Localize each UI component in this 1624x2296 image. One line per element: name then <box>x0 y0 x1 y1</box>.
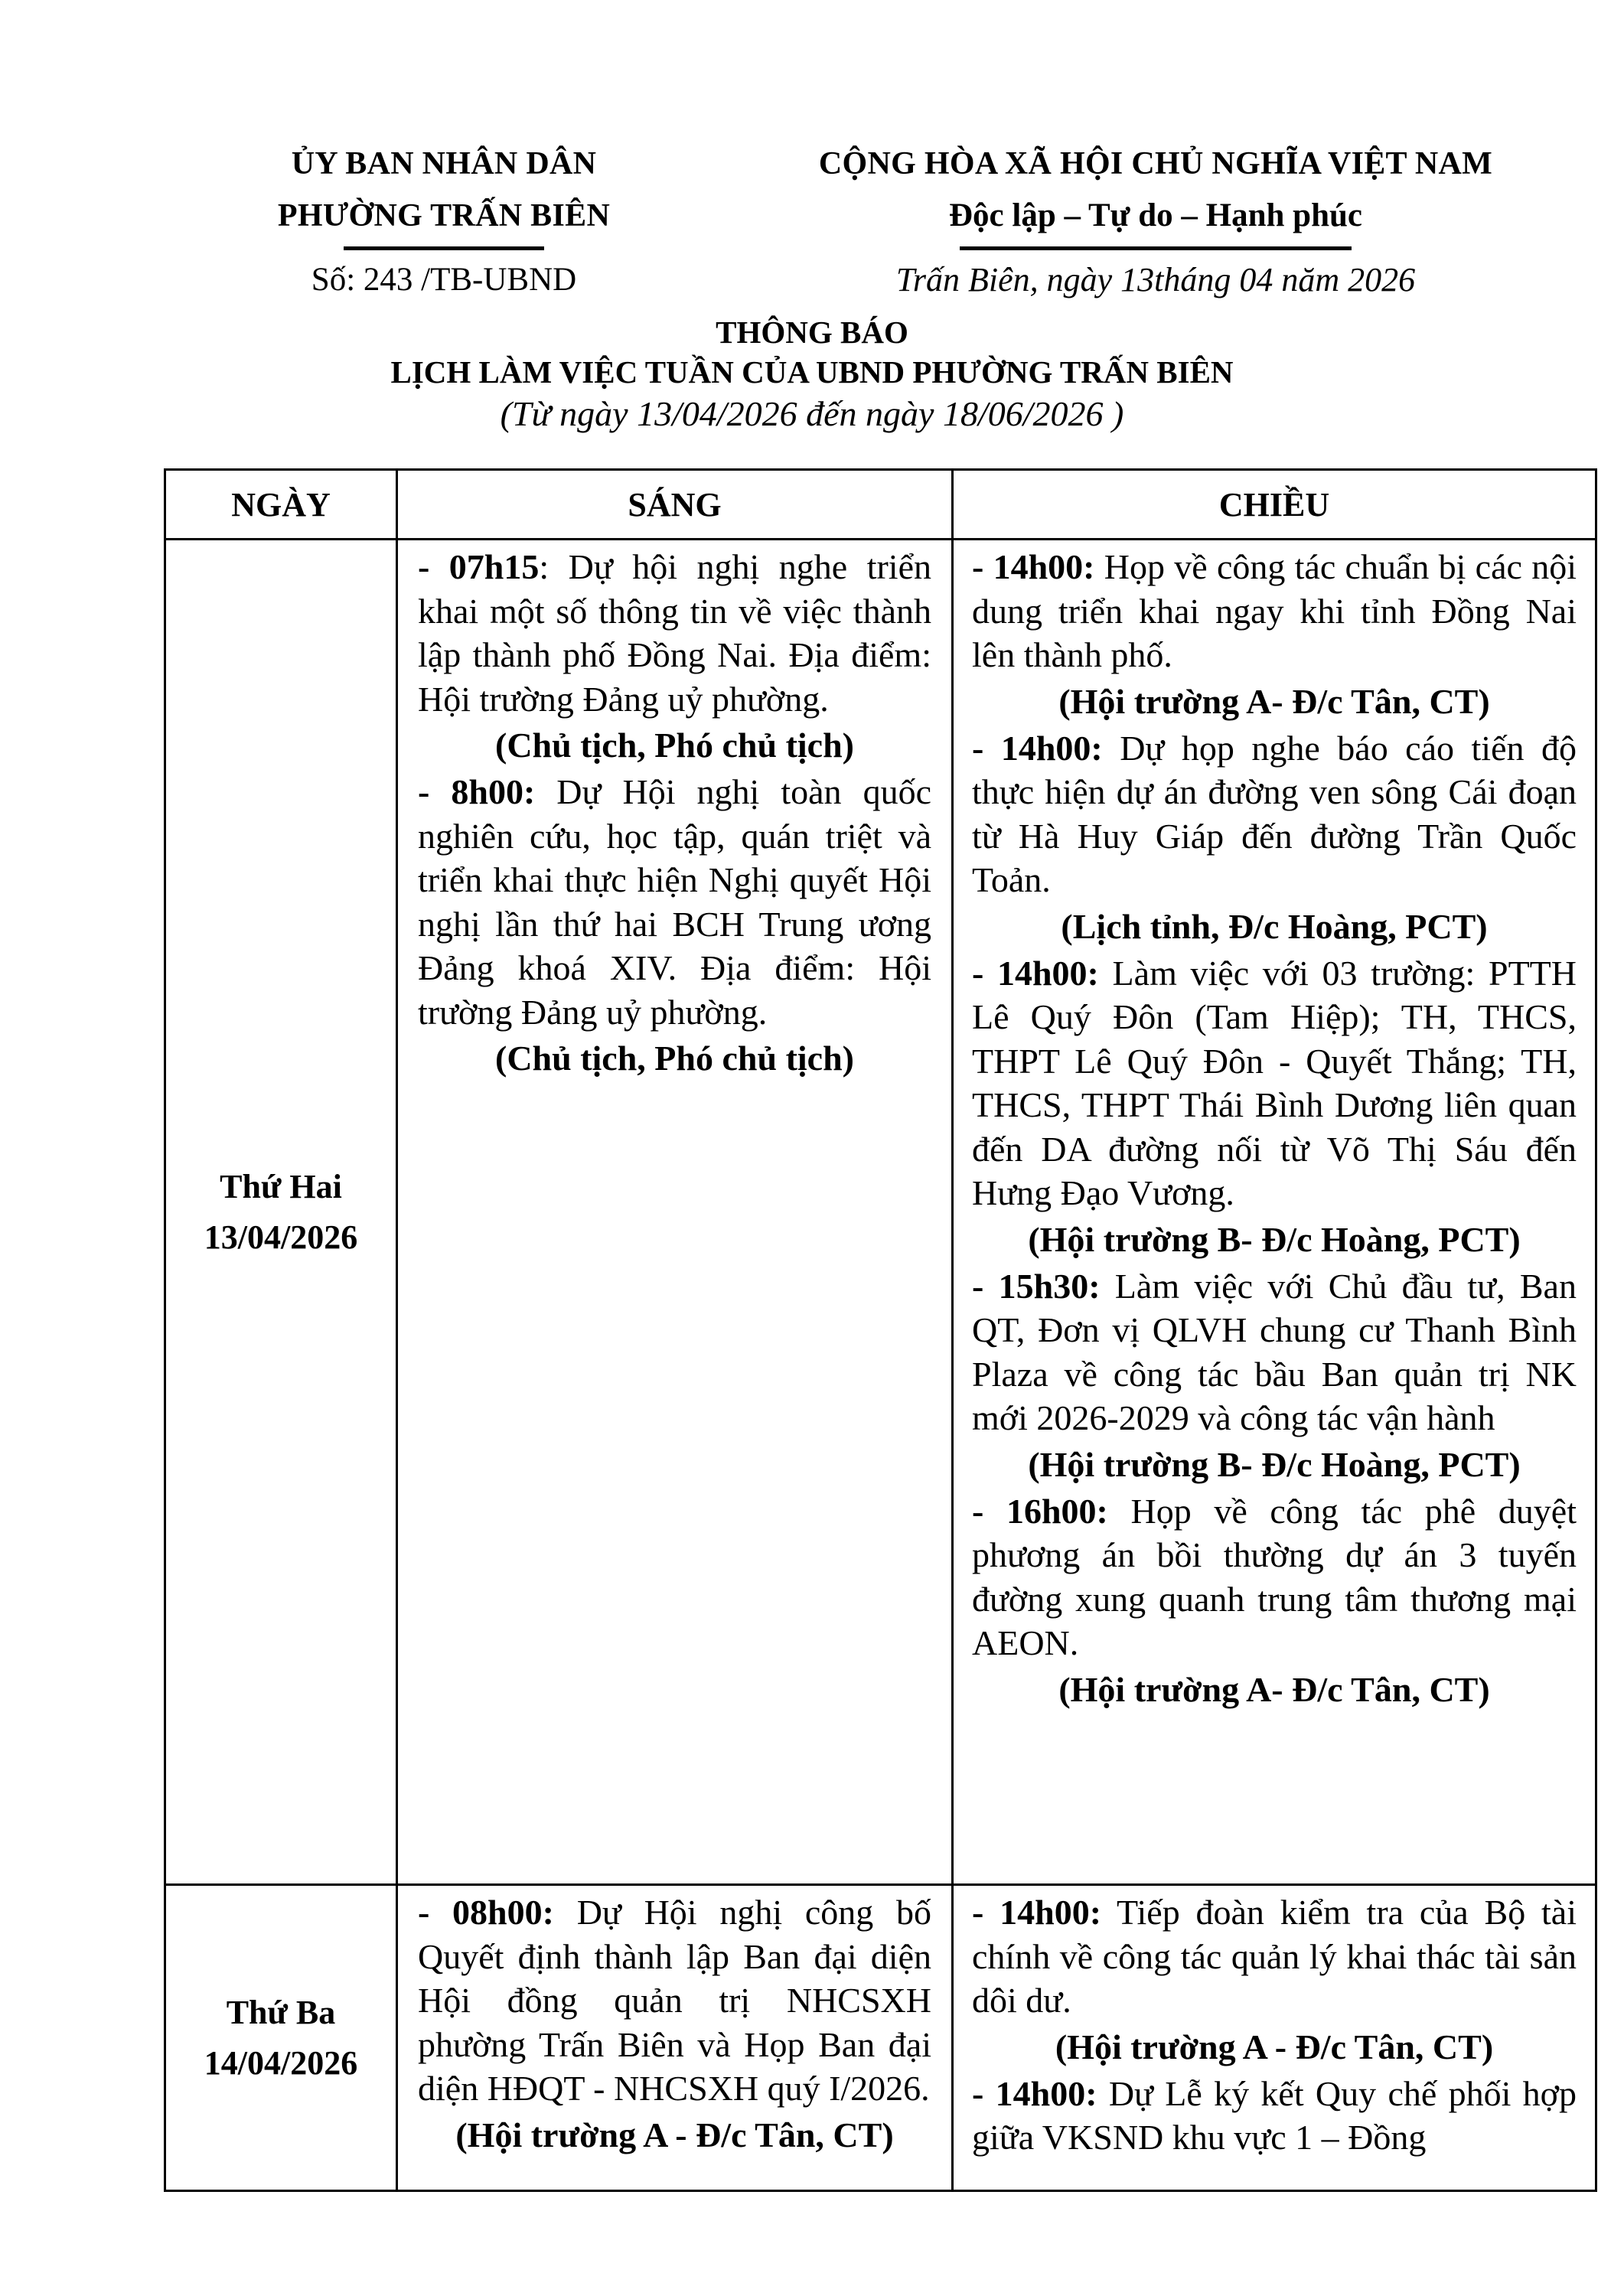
day-date: 14/04/2026 <box>204 2043 358 2082</box>
column-header-day: NGÀY <box>165 470 397 540</box>
table-row <box>165 540 1596 1885</box>
document-title: LỊCH LÀM VIỆC TUẦN CỦA UBND PHƯỜNG TRẤN BIÊN <box>390 354 1234 390</box>
item-time: - 16h00: <box>972 1491 1108 1531</box>
national-motto-block <box>735 138 1577 304</box>
item-description: Họp về công tác phê duyệt phương án bồi thường dự án 3 tuyến đường xung quanh trung tâm thương mại AEON. <box>972 1491 1577 1662</box>
item-description: Làm việc với 03 trường: PTTH Lê Quý Đôn (Tam Hiệp); TH, THCS, THPT Lê Quý Đôn - Quyết Thắng; TH, THCS, THPT Thái Bình Dương liên quan đến DA đường nối từ Võ Thị Sáu đến Hưng Đạo Vương. <box>972 953 1577 1212</box>
authority-underline <box>344 246 544 250</box>
motto-underline <box>960 246 1352 250</box>
day-date: 13/04/2026 <box>204 1218 358 1256</box>
item-description: Dự Hội nghị công bố Quyết định thành lập Ban đại diện Hội đồng quản trị NHCSXH phường Trấn Biên và Họp Ban đại diện HĐQT - NHCSXH quý I/2026. <box>418 1893 931 2108</box>
item-time: - 14h00: <box>972 1893 1102 1932</box>
authority-line-1: ỦY BAN NHÂN DÂN <box>291 146 597 181</box>
item-responsible: (Hội trường A - Đ/c Tân, CT) <box>1055 2027 1494 2066</box>
schedule-item <box>418 1890 931 2111</box>
item-responsible: (Hội trường A - Đ/c Tân, CT) <box>455 2115 894 2154</box>
item-time: - 14h00: <box>972 728 1103 768</box>
weekday: Thứ Ba <box>226 1993 336 2031</box>
item-responsible: (Hội trường B- Đ/c Hoàng, PCT) <box>1028 1444 1521 1484</box>
item-responsible: (Hội trường A- Đ/c Tân, CT) <box>1058 681 1490 721</box>
item-time: - 14h00: <box>972 953 1099 993</box>
column-header-afternoon: CHIỀU <box>953 470 1596 540</box>
afternoon-cell <box>953 540 1596 1885</box>
table-header-row <box>165 470 1596 540</box>
item-responsible: (Hội trường B- Đ/c Hoàng, PCT) <box>1028 1219 1521 1259</box>
weekly-schedule-table <box>164 468 1597 2192</box>
day-cell <box>165 1885 397 2191</box>
authority-line-2: PHƯỜNG TRẤN BIÊN <box>277 198 611 233</box>
item-responsible: (Hội trường A- Đ/c Tân, CT) <box>1058 1669 1490 1709</box>
item-description: Làm việc với Chủ đầu tư, Ban QT, Đơn vị QLVH chung cư Thanh Bình Plaza về công tác bầu Ban quản trị NK mới 2026-2029 và công tác vận hành <box>972 1266 1577 1437</box>
item-time: - 08h00: <box>418 1893 554 1932</box>
morning-cell <box>397 540 953 1885</box>
place-date-line: Trấn Biên, ngày 13tháng 04 năm 2026 <box>895 261 1416 298</box>
column-header-morning: SÁNG <box>397 470 953 540</box>
item-description: Dự Hội nghị toàn quốc nghiên cứu, học tập, quán triệt và triển khai thực hiện Nghị quyết Hội nghị lần thứ hai BCH Trung ương Đảng khoá XIV. Địa điểm: Hội trường Đảng uỷ phường. <box>418 772 931 1032</box>
national-motto: Độc lập – Tự do – Hạnh phúc <box>949 197 1362 233</box>
schedule-item <box>418 545 931 721</box>
item-description: Họp về công tác chuẩn bị các nội dung triển khai ngay khi tỉnh Đồng Nai lên thành phố. <box>972 547 1577 674</box>
schedule-item <box>418 770 931 1034</box>
document-title-block <box>0 312 1624 436</box>
document-type: THÔNG BÁO <box>716 315 908 350</box>
schedule-item <box>972 545 1577 677</box>
item-time: - 07h15 <box>418 547 540 586</box>
schedule-item <box>972 1890 1577 2023</box>
date-range: (Từ ngày 13/04/2026 đến ngày 18/06/2026 ) <box>500 394 1124 433</box>
item-time: - 15h30: <box>972 1266 1101 1306</box>
item-time: - 14h00: <box>972 2073 1097 2113</box>
schedule-item <box>972 2072 1577 2160</box>
item-responsible: (Chủ tịch, Phó chủ tịch) <box>495 726 854 765</box>
item-responsible: (Lịch tỉnh, Đ/c Hoàng, PCT) <box>1061 906 1488 946</box>
schedule-item <box>972 726 1577 902</box>
item-time: - 14h00: <box>972 547 1095 586</box>
afternoon-cell <box>953 1885 1596 2191</box>
table-row <box>165 1885 1596 2191</box>
document-number: Số: 243 /TB-UBND <box>311 262 577 298</box>
afternoon-content-clip <box>972 1890 1577 2181</box>
morning-cell <box>397 1885 953 2191</box>
item-time: - 8h00: <box>418 772 536 811</box>
schedule-item <box>972 1264 1577 1440</box>
item-description: : Dự hội nghị nghe triển khai một số thông tin về việc thành lập thành phố Đồng Nai. Địa điểm: Hội trường Đảng uỷ phường. <box>418 547 931 719</box>
national-title: CỘNG HÒA XÃ HỘI CHỦ NGHĨA VIỆT NAM <box>818 146 1493 181</box>
schedule-item <box>972 951 1577 1215</box>
day-cell <box>165 540 397 1885</box>
weekday: Thứ Hai <box>220 1167 342 1205</box>
item-description: Dự họp nghe báo cáo tiến độ thực hiện dự án đường ven sông Cái đoạn từ Hà Huy Giáp đến đường Trần Quốc Toản. <box>972 728 1577 899</box>
issuing-authority-block <box>230 138 658 304</box>
item-description: Dự Lễ ký kết Quy chế phối hợp giữa VKSND khu vực 1 – Đồng <box>972 2073 1577 2157</box>
schedule-item <box>972 1489 1577 1665</box>
item-responsible: (Chủ tịch, Phó chủ tịch) <box>495 1039 854 1078</box>
item-description: Tiếp đoàn kiểm tra của Bộ tài chính về công tác quản lý khai thác tài sản dôi dư. <box>972 1893 1577 2020</box>
